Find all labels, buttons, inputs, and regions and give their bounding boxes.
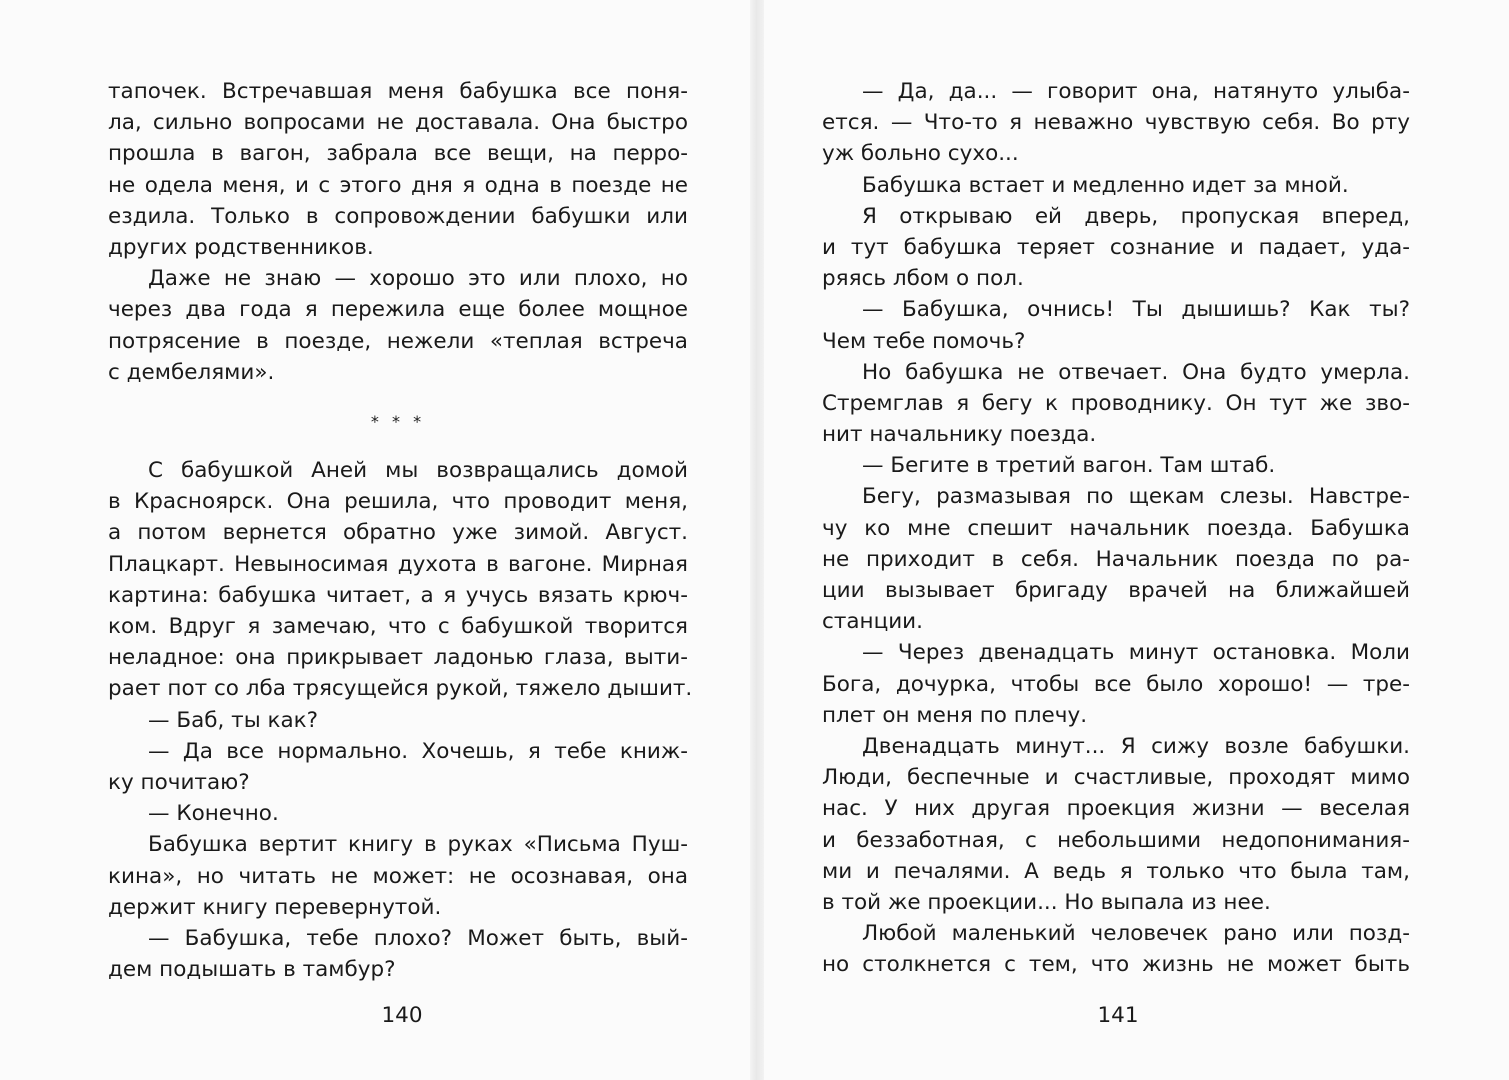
text-line: Я открываю ей дверь, пропуская вперед, [862, 203, 1410, 229]
right-page-text [822, 76, 1410, 980]
text-line: в Красноярск. Она решила, что проводит меня, [108, 489, 688, 515]
left-page-text [108, 76, 693, 985]
book-gutter [750, 0, 764, 1080]
text-line: а потом вернется обратно уже зимой. Август. [108, 520, 688, 546]
text-line: Бога, дочурка, чтобы все было хорошо! — тре- [822, 671, 1410, 697]
text-line: Бегу, размазывая по щекам слезы. Навстре- [862, 484, 1410, 510]
text-line: потрясение в поезде, нежели «теплая встреча [108, 328, 688, 354]
text-line: — Конечно. [148, 801, 279, 827]
text-line: Бабушка встает и медленно идет за мной. [862, 172, 1349, 198]
text-line: тапочек. Встречавшая меня бабушка все поня- [108, 79, 688, 104]
section-gap [108, 437, 688, 455]
text-line: прошла в вагон, забрала все вещи, на перро- [108, 141, 688, 167]
text-line: ку почитаю? [108, 769, 250, 795]
section-separator: * * * [370, 411, 426, 431]
text-line: Любой маленький человечек рано или позд- [862, 921, 1410, 947]
text-line: через два года я пережила еще более мощное [108, 297, 688, 323]
page-number-right: 141 [1097, 1003, 1139, 1028]
text-line: Чем тебе помочь? [822, 328, 1026, 354]
text-line: Люди, беспечные и счастливые, проходят мимо [822, 765, 1410, 791]
page-number-left: 140 [381, 1003, 423, 1028]
text-line: дем подышать в тамбур? [108, 957, 396, 983]
text-line: — Через двенадцать минут остановка. Моли [862, 640, 1410, 666]
text-line: ездила. Только в сопровождении бабушки или [108, 203, 688, 229]
text-line: и беззаботная, с небольшими недопонимания- [822, 827, 1410, 853]
text-line: — Да все нормально. Хочешь, я тебе книж- [148, 738, 688, 764]
text-line: и тут бабушка теряет сознание и падает, уда- [822, 234, 1410, 260]
text-line: Плацкарт. Невыносимая духота в вагоне. Мирная [108, 551, 688, 577]
text-line: не приходит в себя. Начальник поезда по ра- [822, 546, 1410, 572]
text-line: неладное: она прикрывает ладонью глаза, выти- [108, 645, 688, 671]
text-line: — Бегите в третий вагон. Там штаб. [862, 453, 1276, 479]
text-line: нит начальнику поезда. [822, 422, 1097, 448]
text-line: с дембелями». [108, 359, 275, 385]
text-line: других родственников. [108, 234, 374, 260]
text-line: в той же проекции... Но выпала из нее. [822, 889, 1271, 915]
text-line: — Да, да... — говорит она, натянуто улыба- [862, 79, 1410, 104]
text-line: не одела меня, и с этого дня я одна в поезде не [108, 172, 688, 198]
right-page [822, 76, 1410, 1036]
text-line: ется. — Что-то я неважно чувствую себя. Во рту [822, 110, 1410, 136]
text-line: ла, сильно вопросами не доставала. Она быстро [108, 110, 688, 136]
text-line: держит книгу перевернутой. [108, 894, 442, 920]
text-line: ряясь лбом о пол. [822, 266, 1024, 292]
text-line: кина», но читать не может: не осознавая, она [108, 863, 688, 889]
text-line: — Бабушка, тебе плохо? Может быть, вый- [148, 925, 688, 951]
text-line: станции. [822, 609, 923, 635]
text-line: плет он меня по плечу. [822, 702, 1088, 728]
text-line: рает пот со лба трясущейся рукой, тяжело дышит. [108, 676, 693, 702]
text-line: нас. У них другая проекция жизни — веселая [822, 796, 1410, 822]
text-line: картина: бабушка читает, а я учусь вязать крюч- [108, 582, 688, 608]
text-line: но столкнется с тем, что жизнь не может быть [822, 952, 1410, 978]
text-line: Бабушка вертит книгу в руках «Письма Пуш- [148, 832, 688, 858]
text-line: ком. Вдруг я замечаю, что с бабушкой творится [108, 614, 688, 639]
section-gap [108, 388, 688, 406]
text-line: — Баб, ты как? [148, 707, 319, 733]
text-line: уж больно сухо... [822, 141, 1019, 167]
text-line: С бабушкой Аней мы возвращались домой [148, 458, 688, 484]
text-line: ми и печалями. А ведь я только что была там, [822, 858, 1410, 884]
text-line: — Бабушка, очнись! Ты дышишь? Как ты? [862, 297, 1410, 323]
text-line: чу ко мне спешит начальник поезда. Бабушка [822, 515, 1410, 541]
text-line: Стремглав я бегу к проводнику. Он тут же зво- [822, 390, 1410, 416]
text-line: Даже не знаю — хорошо это или плохо, но [148, 266, 688, 292]
text-line: Двенадцать минут... Я сижу возле бабушки. [862, 733, 1410, 759]
text-line: ции вызывает бригаду врачей на ближайшей [822, 578, 1410, 603]
text-line: Но бабушка не отвечает. Она будто умерла. [862, 359, 1410, 385]
left-page [108, 76, 693, 1036]
